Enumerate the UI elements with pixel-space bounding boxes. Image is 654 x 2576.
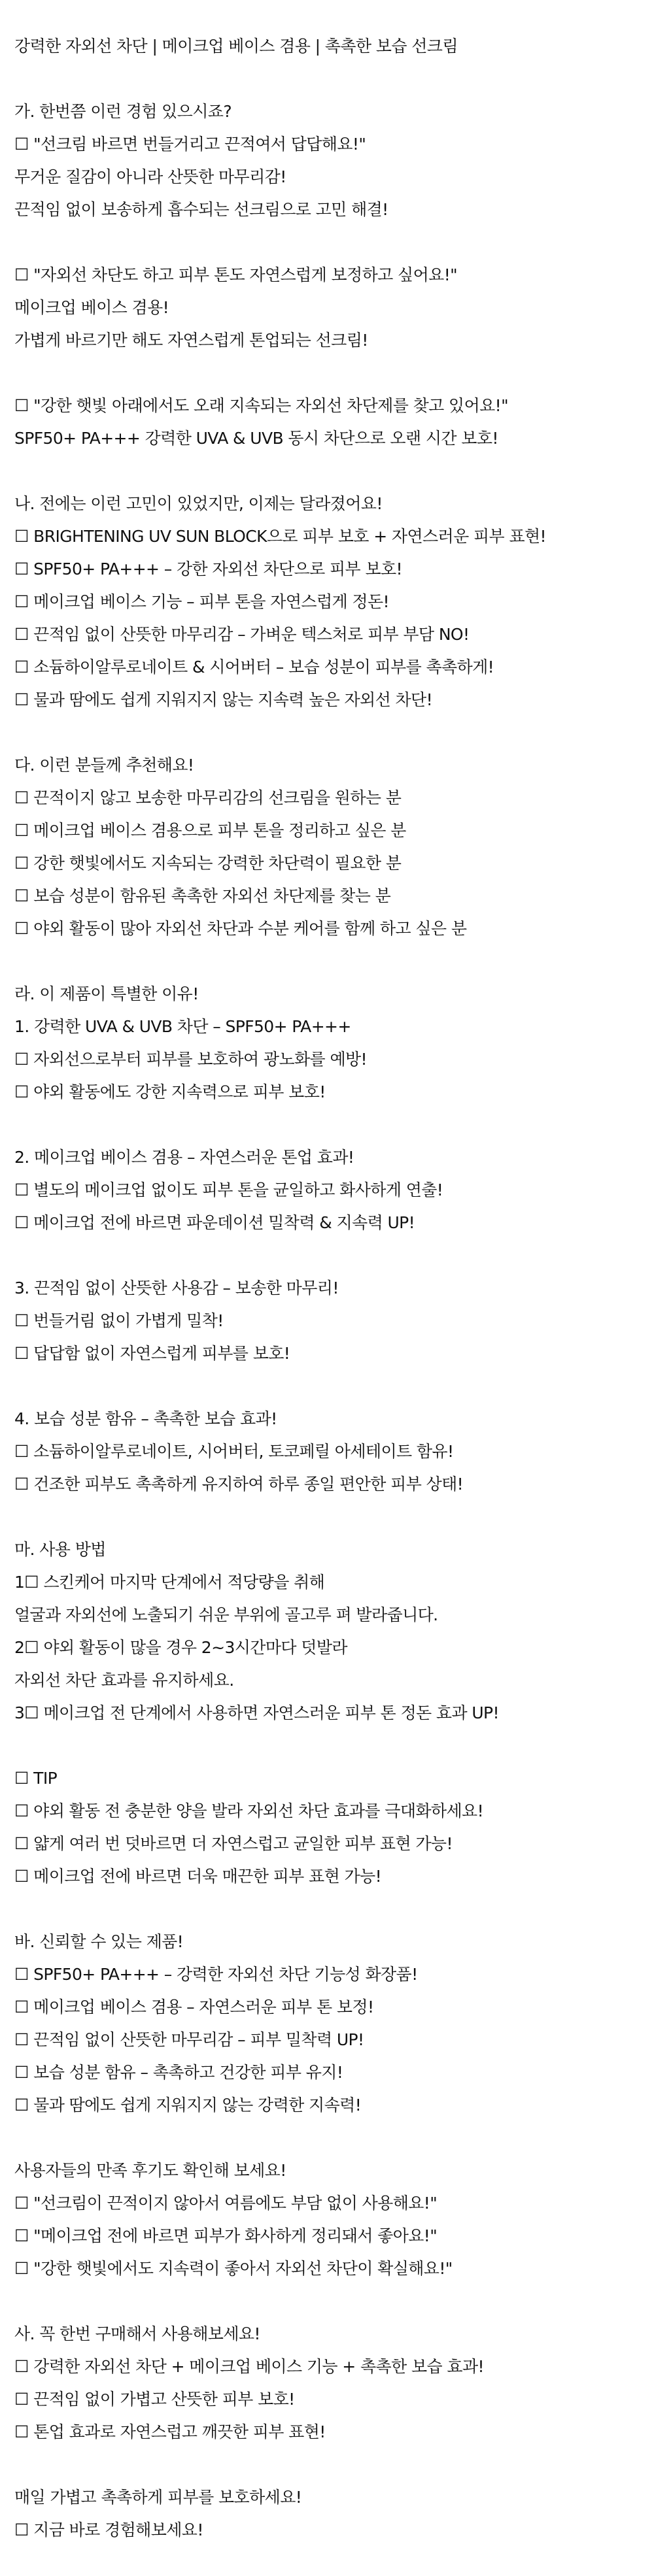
section-heading-line: 마. 사용 방법	[14, 1540, 106, 1559]
text-line: ☐ BRIGHTENING UV SUN BLOCK으로 피부 보호 + 자연스러운 피부 표현!	[14, 527, 546, 546]
text-line: ☐ 메이크업 전에 바르면 파운데이션 밀착력 & 지속력 UP!	[14, 1213, 415, 1232]
section-heading-line: ☐ "강한 햇빛 아래에서도 오래 지속되는 자외선 차단제를 찾고 있어요!"	[14, 396, 509, 415]
content-section	[14, 488, 642, 716]
section-heading-line: ☐ TIP	[14, 1769, 58, 1788]
content-section	[14, 1141, 642, 1239]
section-spacer	[14, 63, 642, 95]
section-spacer	[14, 1501, 642, 1533]
content-section	[14, 749, 642, 945]
section-heading-line: ☐ "자외선 차단도 하고 피부 톤도 자연스럽게 보정하고 싶어요!"	[14, 265, 458, 284]
text-line: ☐ "선크림 바르면 번들거리고 끈적여서 답답해요!"	[14, 135, 366, 154]
section-spacer	[14, 1370, 642, 1403]
content-section	[14, 1762, 642, 1893]
section-heading-line: 가. 한번쯤 이런 경험 있으시죠?	[14, 102, 232, 121]
text-line: ☐ 끈적임 없이 산뜻한 마무리감 – 가벼운 텍스처로 피부 부담 NO!	[14, 625, 470, 644]
text-line: ☐ 자외선으로부터 피부를 보호하여 광노화를 예방!	[14, 1050, 367, 1069]
section-heading-line: 사용자들의 만족 후기도 확인해 보세요!	[14, 2161, 286, 2180]
text-line: ☐ 메이크업 베이스 겸용 – 자연스러운 피부 톤 보정!	[14, 1998, 374, 2016]
text-line: ☐ 야외 활동에도 강한 지속력으로 피부 보호!	[14, 1082, 326, 1101]
text-line: 2☐ 야외 활동이 많을 경우 2~3시간마다 덧발라	[14, 1638, 347, 1657]
section-spacer	[14, 1239, 642, 1272]
text-line: ☐ 보습 성분이 함유된 촉촉한 자외선 차단제를 찾는 분	[14, 886, 391, 905]
text-line: ☐ 얇게 여러 번 덧바르면 더 자연스럽고 균일한 피부 표현 가능!	[14, 1834, 453, 1853]
text-line: ☐ 건조한 피부도 촉촉하게 유지하여 하루 종일 편안한 피부 상태!	[14, 1475, 464, 1494]
section-heading-line: 다. 이런 분들께 추천해요!	[14, 756, 194, 775]
text-line: ☐ 메이크업 전에 바르면 더욱 매끈한 피부 표현 가능!	[14, 1867, 382, 1886]
text-line: ☐ 소듐하이알루로네이트 & 시어버터 – 보습 성분이 피부를 촉촉하게!	[14, 658, 494, 677]
section-spacer	[14, 2449, 642, 2481]
text-line: ☐ 물과 땀에도 쉽게 지워지지 않는 지속력 높은 자외선 차단!	[14, 690, 433, 709]
section-spacer	[14, 455, 642, 488]
section-heading-line: 바. 신뢰할 수 있는 제품!	[14, 1932, 184, 1951]
text-line: ☐ 끈적임 없이 가볍고 산뜻한 피부 보호!	[14, 2390, 295, 2409]
section-spacer	[14, 945, 642, 978]
text-line: ☐ 강한 햇빛에서도 지속되는 강력한 차단력이 필요한 분	[14, 854, 402, 873]
text-line: ☐ 톤업 효과로 자연스럽고 깨끗한 피부 표현!	[14, 2422, 326, 2441]
text-line: 무거운 질감이 아니라 산뜻한 마무리감!	[14, 167, 286, 186]
text-line: ☐ 소듐하이알루로네이트, 시어버터, 토코페릴 아세테이트 함유!	[14, 1442, 454, 1461]
section-spacer	[14, 357, 642, 390]
content-section	[14, 95, 642, 226]
text-line: 자외선 차단 효과를 유지하세요.	[14, 1671, 234, 1690]
text-line: ☐ 답답함 없이 자연스럽게 피부를 보호!	[14, 1344, 290, 1363]
text-line: 끈적임 없이 보송하게 흡수되는 선크림으로 고민 해결!	[14, 200, 388, 219]
text-line: ☐ 물과 땀에도 쉽게 지워지지 않는 강력한 지속력!	[14, 2096, 362, 2115]
text-line: ☐ 보습 성분 함유 – 촉촉하고 건강한 피부 유지!	[14, 2063, 343, 2082]
text-line: ☐ 별도의 메이크업 없이도 피부 톤을 균일하고 화사하게 연출!	[14, 1180, 443, 1199]
content-section	[14, 2154, 642, 2285]
text-line: ☐ 야외 활동 전 충분한 양을 발라 자외선 차단 효과를 극대화하세요!	[14, 1801, 484, 1820]
section-heading-line: 3. 끈적임 없이 산뜻한 사용감 – 보송한 마무리!	[14, 1279, 339, 1297]
section-heading-line: 4. 보습 성분 함유 – 촉촉한 보습 효과!	[14, 1409, 277, 1428]
content-section	[14, 1272, 642, 1370]
content-section	[14, 2318, 642, 2449]
text-line: ☐ 지금 바로 경험해보세요!	[14, 2520, 203, 2539]
content-section	[14, 1533, 642, 1730]
section-heading-line: 사. 꼭 한번 구매해서 사용해보세요!	[14, 2324, 260, 2343]
text-line: ☐ 번들거림 없이 가볍게 밀착!	[14, 1311, 224, 1330]
text-line: 1. 강력한 UVA & UVB 차단 – SPF50+ PA+++	[14, 1017, 351, 1036]
page-title: 강력한 자외선 차단 | 메이크업 베이스 겸용 | 촉촉한 보습 선크림	[14, 37, 458, 56]
text-line: 메이크업 베이스 겸용!	[14, 298, 169, 317]
section-heading-line: 나. 전에는 이런 고민이 있었지만, 이제는 달라졌어요!	[14, 494, 383, 513]
section-spacer	[14, 1893, 642, 1926]
section-heading-line: 라. 이 제품이 특별한 이유!	[14, 984, 199, 1003]
text-line: 얼굴과 자외선에 노출되기 쉬운 부위에 골고루 펴 발라줍니다.	[14, 1605, 438, 1624]
content-section	[14, 1403, 642, 1501]
content-section	[14, 259, 642, 357]
text-line: ☐ SPF50+ PA+++ – 강력한 자외선 차단 기능성 화장품!	[14, 1965, 418, 1984]
text-line: ☐ "메이크업 전에 바르면 피부가 화사하게 정리돼서 좋아요!"	[14, 2226, 438, 2245]
text-line: ☐ 메이크업 베이스 겸용으로 피부 톤을 정리하고 싶은 분	[14, 821, 406, 840]
text-line: ☐ 메이크업 베이스 기능 – 피부 톤을 자연스럽게 정돈!	[14, 592, 389, 611]
section-spacer	[14, 1109, 642, 1141]
section-heading-line: 매일 가볍고 촉촉하게 피부를 보호하세요!	[14, 2488, 302, 2507]
section-spacer	[14, 226, 642, 259]
text-line: ☐ 강력한 자외선 차단 + 메이크업 베이스 기능 + 촉촉한 보습 효과!	[14, 2357, 484, 2376]
section-spacer	[14, 2122, 642, 2154]
content-section	[14, 1926, 642, 2122]
text-line: ☐ "선크림이 끈적이지 않아서 여름에도 부담 없이 사용해요!"	[14, 2194, 438, 2213]
text-line: ☐ 끈적이지 않고 보송한 마무리감의 선크림을 원하는 분	[14, 788, 402, 807]
text-line: 가볍게 바르기만 해도 자연스럽게 톤업되는 선크림!	[14, 331, 368, 350]
section-heading-line: 2. 메이크업 베이스 겸용 – 자연스러운 톤업 효과!	[14, 1148, 354, 1167]
text-line: ☐ 끈적임 없이 산뜻한 마무리감 – 피부 밀착력 UP!	[14, 2030, 364, 2049]
text-line: 3☐ 메이크업 전 단계에서 사용하면 자연스러운 피부 톤 정돈 효과 UP!	[14, 1703, 499, 1722]
text-line: 1☐ 스킨케어 마지막 단계에서 적당량을 취해	[14, 1573, 325, 1592]
content-section	[14, 978, 642, 1109]
section-spacer	[14, 2285, 642, 2318]
text-line: ☐ 야외 활동이 많아 자외선 차단과 수분 케어를 함께 하고 싶은 분	[14, 919, 467, 938]
text-line: SPF50+ PA+++ 강력한 UVA & UVB 동시 차단으로 오랜 시간 보호!	[14, 429, 498, 448]
section-spacer	[14, 1730, 642, 1762]
text-line: ☐ SPF50+ PA+++ – 강한 자외선 차단으로 피부 보호!	[14, 560, 402, 578]
text-line: ☐ "강한 햇빛에서도 지속력이 좋아서 자외선 차단이 확실해요!"	[14, 2259, 453, 2278]
section-spacer	[14, 716, 642, 749]
product-description	[14, 30, 642, 2547]
content-section	[14, 390, 642, 455]
content-section	[14, 2481, 642, 2547]
content-sections	[14, 63, 642, 2547]
